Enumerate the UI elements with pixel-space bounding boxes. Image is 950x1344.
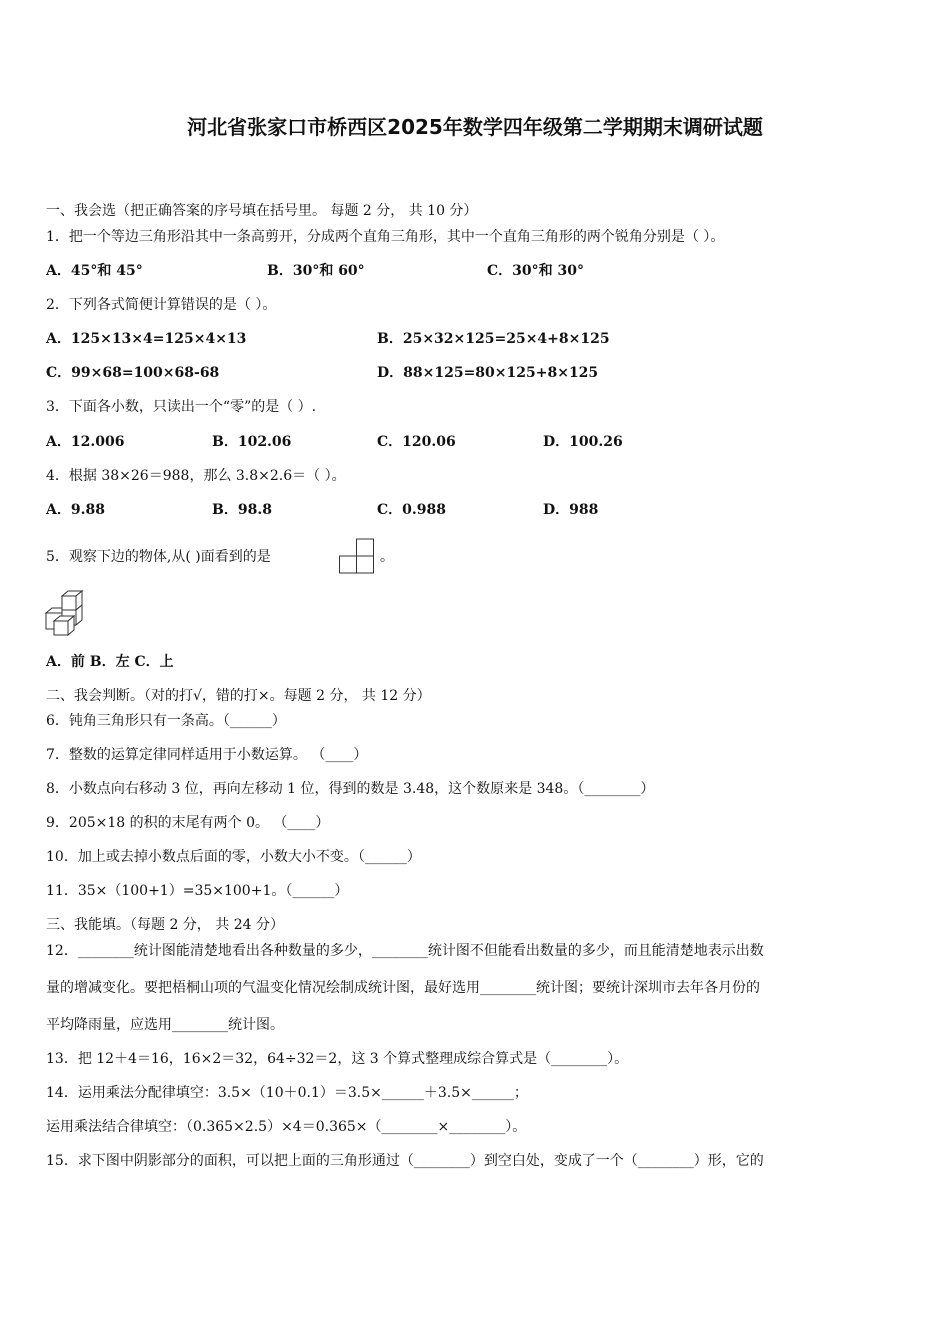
section-2-heading: 二、我会判断。（对的打√，错的打×。每题 2 分， 共 12 分） [46, 688, 431, 704]
q4-option-c: C．0.988 [377, 502, 446, 518]
question-15: 15．求下图中阴影部分的面积，可以把上面的三角形通过（________）到空白处，变成了一个（________）形，它的 [46, 1153, 764, 1169]
q5-options: A．前 B．左 C．上 [46, 654, 174, 670]
question-3: 3．下面各小数，只读出一个“零”的是（ ）. [46, 399, 317, 415]
question-14-line-1: 14．运用乘法分配律填空：3.5×（10＋0.1）＝3.5×______＋3.5×______； [46, 1085, 528, 1101]
question-11: 11．35×（100+1）=35×100+1。（______） [46, 883, 349, 899]
question-1: 1．把一个等边三角形沿其中一条高剪开，分成两个直角三角形，其中一个直角三角形的两个锐角分别是（ ）。 [46, 229, 725, 245]
question-14-line-2: 运用乘法结合律填空：（0.365×2.5）×4＝0.365×（________×________）。 [46, 1119, 527, 1135]
question-13: 13．把 12＋4＝16，16×2＝32，64÷32＝2，这 3 个算式整理成综合算式是（________）。 [46, 1051, 629, 1067]
view-figure [338, 538, 376, 576]
section-3-heading: 三、我能填。（每题 2 分， 共 24 分） [46, 917, 284, 933]
question-12-line-1: 12．________统计图能清楚地看出各种数量的多少，________统计图不但能看出数量的多少，而且能清楚地表示出数 [46, 943, 764, 959]
q2-option-c: C．99×68=100×68-68 [46, 365, 220, 381]
q2-option-a: A．125×13×4=125×4×13 [46, 331, 247, 347]
q1-option-a: A．45°和 45° [46, 263, 143, 279]
q4-option-d: D．988 [543, 502, 599, 518]
question-4: 4．根据 38×26＝988，那么 3.8×2.6＝（ ）。 [46, 468, 346, 484]
question-5: 5．观察下边的物体,从( )面看到的是 [46, 549, 271, 565]
q4-option-b: B．98.8 [212, 502, 272, 518]
question-10: 10．加上或去掉小数点后面的零，小数大小不变。（______） [46, 849, 421, 865]
question-7: 7．整数的运算定律同样适用于小数运算。 （____） [46, 747, 368, 763]
page-title: 河北省张家口市桥西区2025年数学四年级第二学期期末调研试题 [187, 115, 763, 139]
question-12-line-3: 平均降雨量，应选用________统计图。 [46, 1017, 284, 1033]
cubes-figure [44, 589, 86, 637]
q3-option-b: B．102.06 [212, 434, 292, 450]
question-2: 2．下列各式简便计算错误的是（ ）。 [46, 297, 277, 313]
q3-option-d: D．100.26 [543, 434, 623, 450]
q4-option-a: A．9.88 [46, 502, 105, 518]
q2-option-d: D．88×125=80×125+8×125 [377, 365, 599, 381]
q3-option-a: A．12.006 [46, 434, 125, 450]
question-12-line-2: 量的增减变化。要把梧桐山项的气温变化情况绘制成统计图，最好选用________统计图；要统计深圳市去年各月份的 [46, 980, 760, 996]
q2-option-b: B．25×32×125=25×4+8×125 [377, 331, 610, 347]
q1-option-b: B．30°和 60° [267, 263, 365, 279]
q1-option-c: C．30°和 30° [487, 263, 584, 279]
q3-option-c: C．120.06 [377, 434, 456, 450]
question-5-end: 。 [380, 549, 394, 565]
question-9: 9．205×18 的积的末尾有两个 0。 （____） [46, 815, 330, 831]
question-8: 8．小数点向右移动 3 位，再向左移动 1 位，得到的数是 3.48，这个数原来是 348。（________） [46, 781, 655, 797]
question-6: 6．钝角三角形只有一条高。（______） [46, 713, 286, 729]
section-1-heading: 一、我会选（把正确答案的序号填在括号里。 每题 2 分， 共 10 分） [46, 203, 478, 219]
